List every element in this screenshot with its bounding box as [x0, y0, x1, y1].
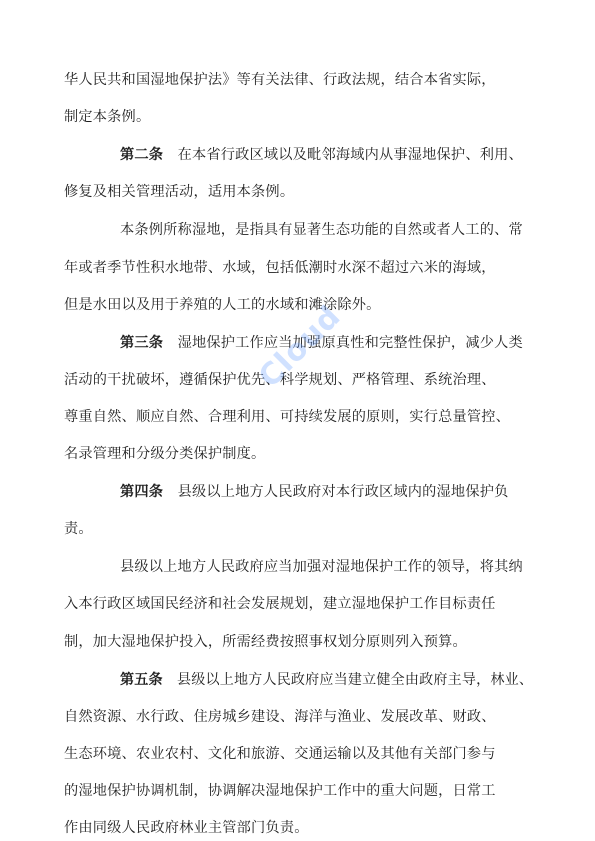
- paragraph-start: 县级以上地方人民政府应当加强对湿地保护工作的领导，将其纳: [120, 559, 523, 576]
- text-line: 作由同级人民政府林业主管部门负责。: [64, 820, 309, 836]
- article-paragraph: 第二条 在本省行政区域以及毗邻海域内从事湿地保护、利用、: [120, 147, 523, 164]
- text-line: 自然资源、水行政、住房城乡建设、海洋与渔业、发展改革、财政、: [64, 708, 496, 725]
- text-line: 但是水田以及用于养殖的人工的水域和滩涂除外。: [64, 296, 381, 313]
- watermark-logo: Cloud: [252, 298, 348, 395]
- text-line: 入本行政区域国民经济和社会发展规划，建立湿地保护工作目标责任: [64, 596, 496, 613]
- text-line: 年或者季节性积水地带、水域，包括低潮时水深不超过六米的海域，: [64, 259, 496, 276]
- article-number: 第三条: [120, 334, 164, 351]
- article-paragraph: 第五条 县级以上地方人民政府应当建立健全由政府主导，林业、: [120, 671, 534, 688]
- text-line: 生态环境、农业农村、文化和旅游、交通运输以及其他有关部门参与: [64, 745, 496, 762]
- paragraph-start: 本条例所称湿地，是指具有显著生态功能的自然或者人工的、常: [120, 222, 523, 239]
- article-number: 第四条: [120, 484, 164, 501]
- text-line: 尊重自然、顺应自然、合理利用、可持续发展的原则，实行总量管控、: [64, 408, 511, 425]
- text-line: 修复及相关管理活动，适用本条例。: [64, 184, 295, 201]
- text-line: 华人民共和国湿地保护法》等有关法律、行政法规，结合本省实际，: [64, 72, 496, 88]
- text-line: 的湿地保护协调机制，协调解决湿地保护工作中的重大问题，日常工: [64, 782, 496, 799]
- text-line: 名录管理和分级分类保护制度。: [64, 446, 266, 462]
- article-paragraph: 第四条 县级以上地方人民政府对本行政区域内的湿地保护负: [120, 484, 509, 501]
- article-paragraph: 第三条 湿地保护工作应当加强原真性和完整性保护，减少人类: [120, 334, 523, 351]
- text-line: 责。: [64, 521, 93, 538]
- article-number: 第二条: [120, 147, 164, 164]
- article-number: 第五条: [120, 671, 163, 688]
- text-line: 活动的干扰破坏，遵循保护优先、科学规划、严格管理、系统治理、: [64, 371, 496, 388]
- text-line: 制，加大湿地保护投入，所需经费按照事权划分原则列入预算。: [64, 633, 467, 650]
- text-line: 制定本条例。: [64, 109, 151, 126]
